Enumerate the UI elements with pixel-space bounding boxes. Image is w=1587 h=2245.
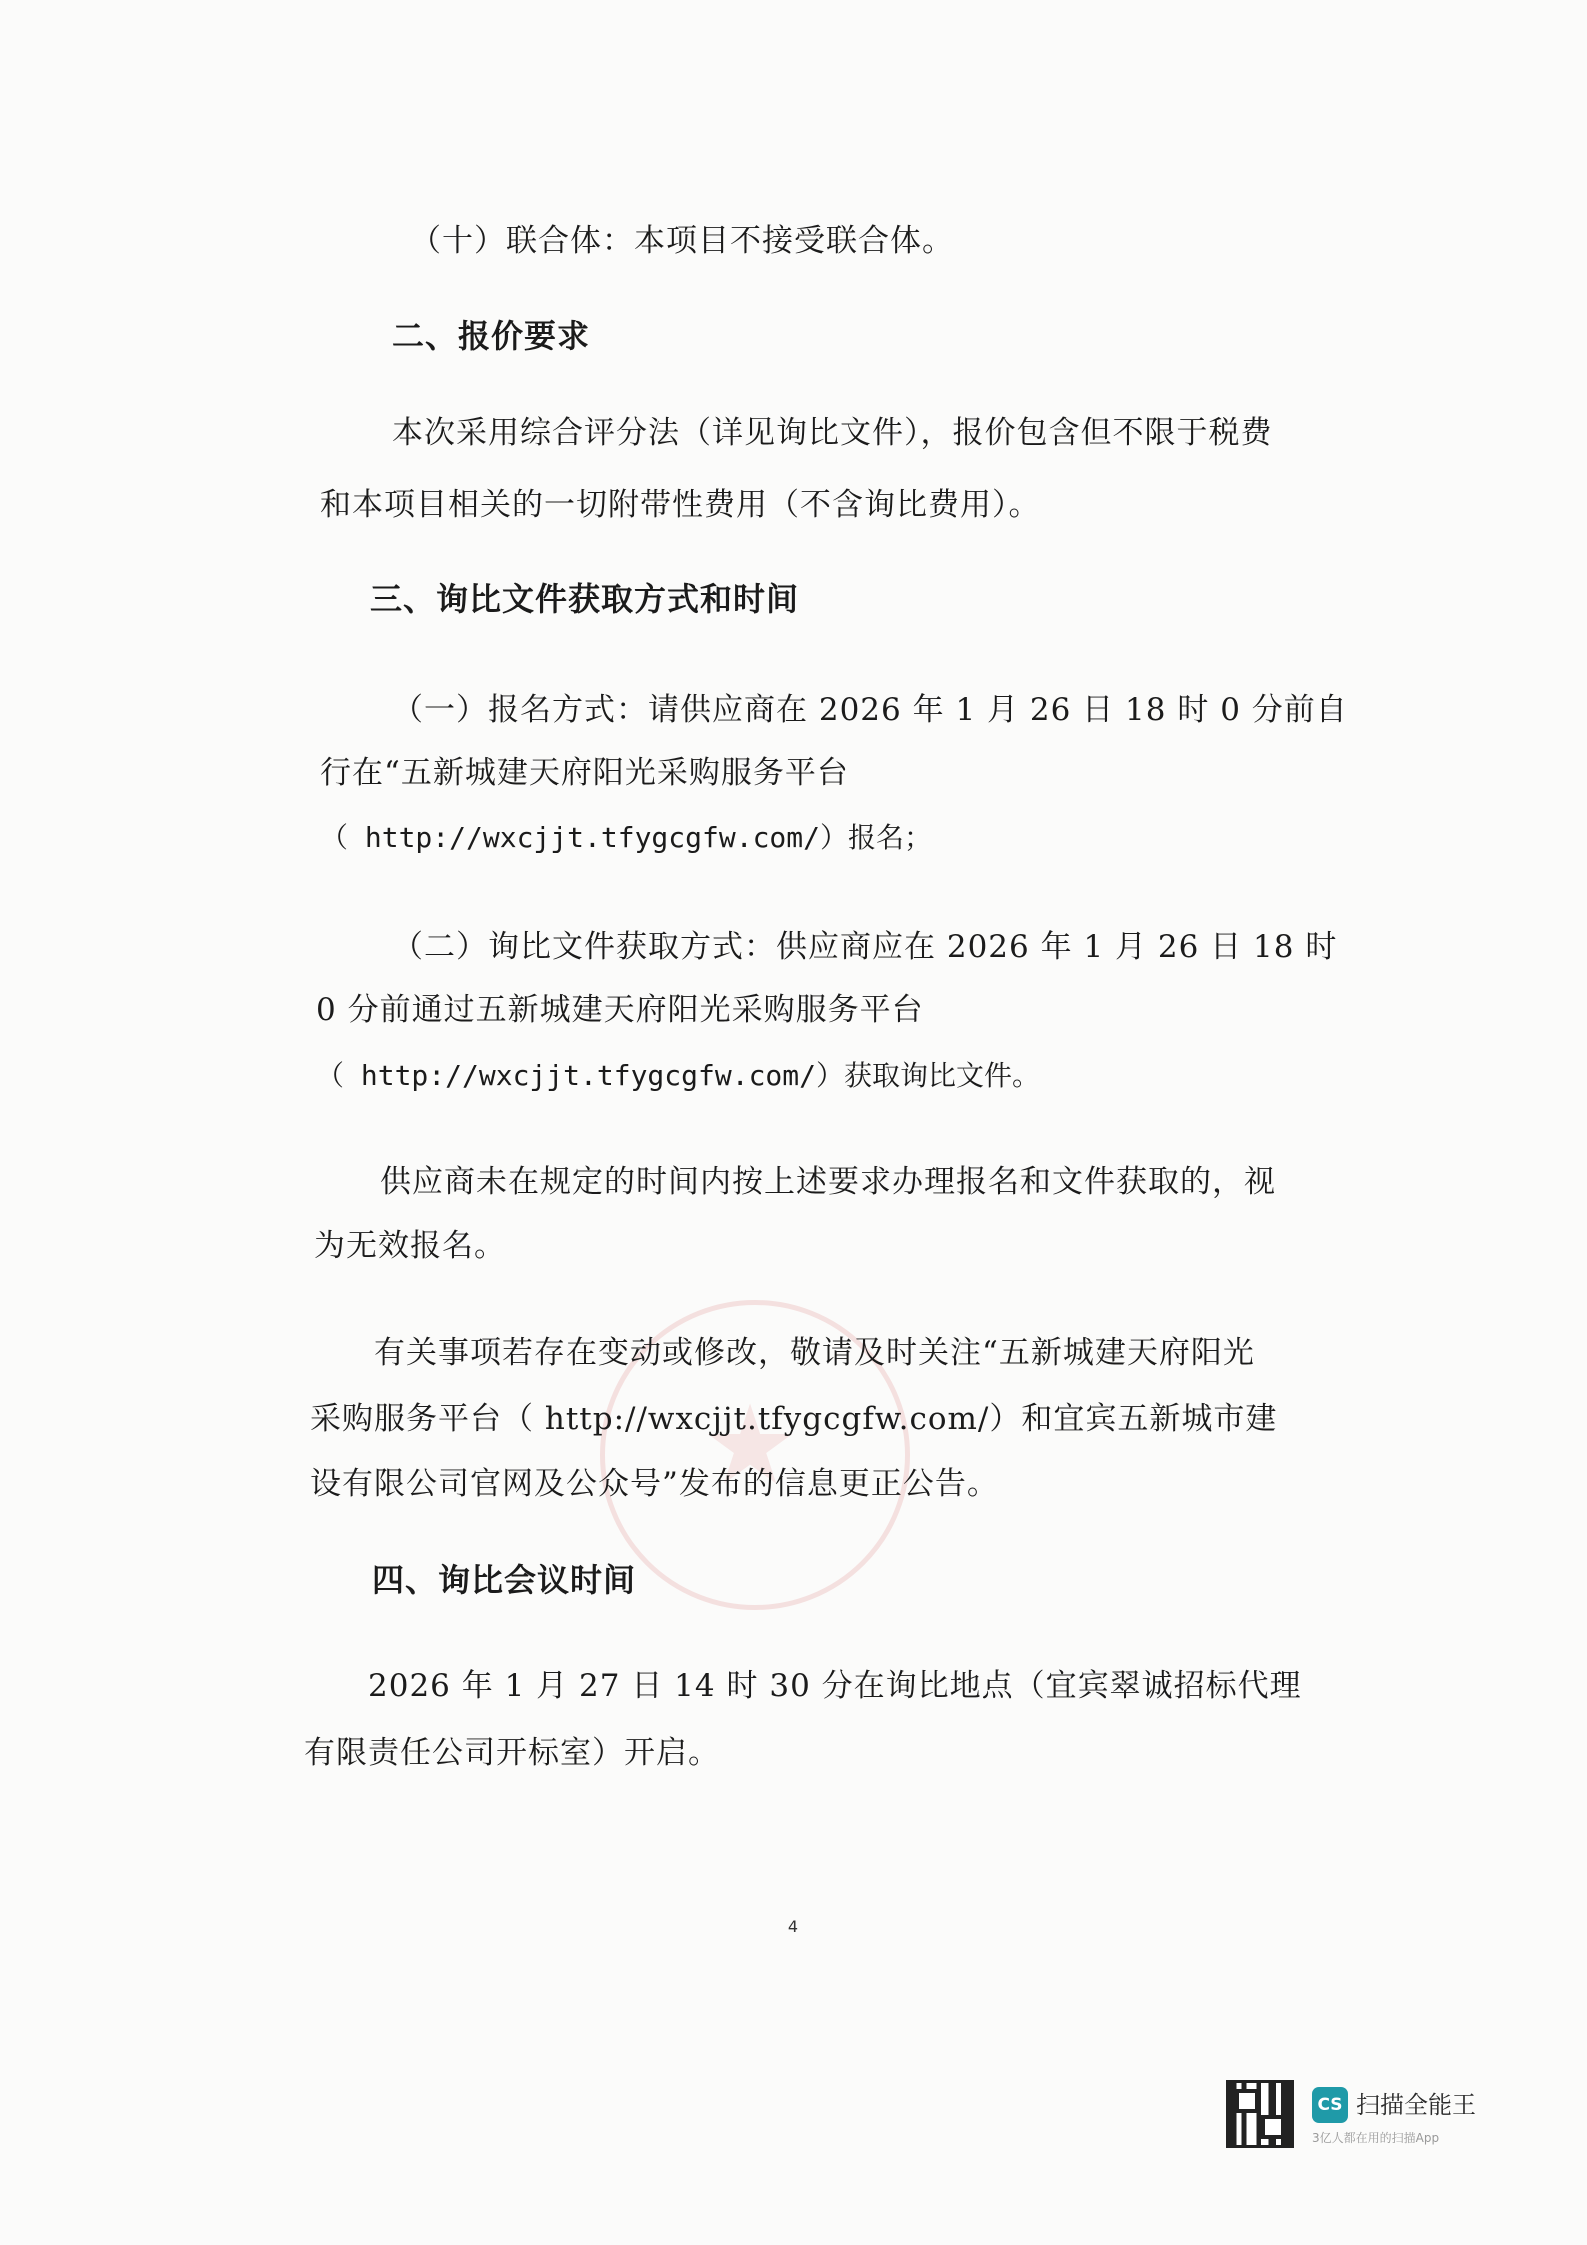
camscanner-logo-icon: CS (1312, 2087, 1348, 2123)
section-4-para-line-1: 2026 年 1 月 27 日 14 时 30 分在询比地点（宜宾翠诚招标代理 (368, 1668, 1302, 1704)
notice-invalid-line-2: 为无效报名。 (314, 1228, 506, 1264)
section-2-heading: 二、报价要求 (392, 317, 591, 355)
notice-invalid-line-1: 供应商未在规定的时间内按上述要求办理报名和文件获取的，视 (380, 1164, 1276, 1200)
scanner-app-name: 扫描全能王 (1356, 2091, 1476, 2119)
item-2-line-1: （二）询比文件获取方式：供应商应在 2026 年 1 月 26 日 18 时 (392, 929, 1338, 965)
item-2-line-2: 0 分前通过五新城建天府阳光采购服务平台 (316, 992, 924, 1028)
bleed-through-stamp-star-icon: ★ (700, 1381, 800, 1509)
qr-code-icon (1226, 2080, 1294, 2148)
notice-change-line-2: 采购服务平台（ http://wxcjjt.tfygcgfw.com/）和宜宾五新城市建 (310, 1401, 1278, 1437)
section-2-para-line-2: 和本项目相关的一切附带性费用（不含询比费用）。 (320, 487, 1041, 523)
section-2-para-line-1: 本次采用综合评分法（详见询比文件），报价包含但不限于税费 (392, 415, 1273, 451)
section-4-para-line-2: 有限责任公司开标室）开启。 (304, 1735, 720, 1771)
item-1-line-3: （ http://wxcjjt.tfygcgfw.com/）报名； (320, 821, 933, 854)
page-number: 4 (787, 1917, 799, 1936)
scanner-app-slogan: 3亿人都在用的扫描App (1312, 2131, 1440, 2145)
notice-change-line-3: 设有限公司官网及公众号”发布的信息更正公告。 (310, 1466, 999, 1502)
item-10-consortium: （十）联合体：本项目不接受联合体。 (410, 223, 954, 259)
item-1-line-1: （一）报名方式：请供应商在 2026 年 1 月 26 日 18 时 0 分前自 (392, 692, 1348, 728)
item-2-line-3: （ http://wxcjjt.tfygcgfw.com/）获取询比文件。 (316, 1059, 1041, 1092)
item-1-line-2: 行在“五新城建天府阳光采购服务平台 (320, 755, 849, 791)
notice-change-line-1: 有关事项若存在变动或修改，敬请及时关注“五新城建天府阳光 (374, 1335, 1255, 1371)
section-4-heading: 四、询比会议时间 (372, 1561, 637, 1599)
section-3-heading: 三、询比文件获取方式和时间 (370, 580, 800, 618)
